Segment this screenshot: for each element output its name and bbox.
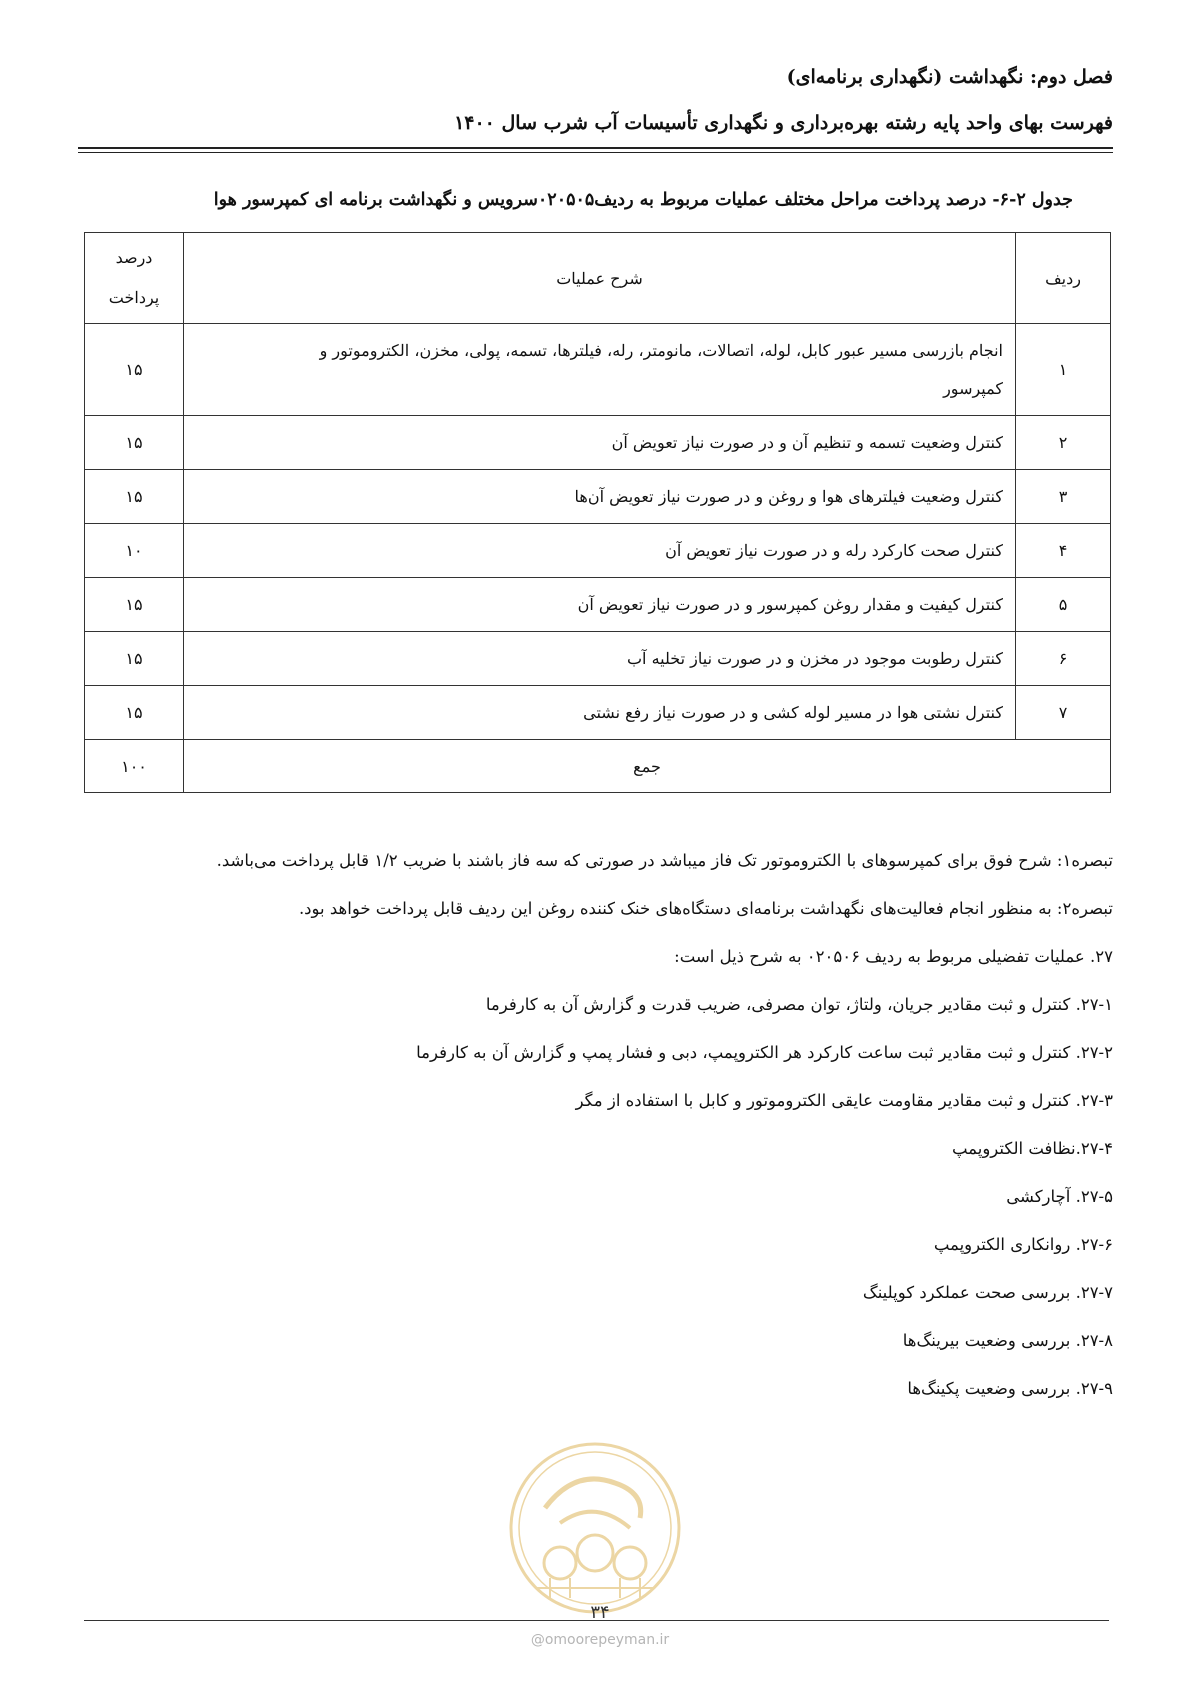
header-percent-line1: درصد [115,248,153,267]
header-percent [85,233,184,324]
row-percent: ۱۵ [85,686,184,740]
chapter-title: فصل دوم: نگهداشت (نگهداری برنامه‌ای) [786,66,1113,88]
document-subtitle: فهرست بهای واحد پایه رشته بهره‌برداری و نگهداری تأسیسات آب شرب سال ۱۴۰۰ [454,112,1113,134]
table-row [85,416,1111,470]
row-percent: ۱۰ [85,524,184,578]
row-number: ۶ [1016,632,1111,686]
row-number: ۲ [1016,416,1111,470]
row-number: ۷ [1016,686,1111,740]
header-percent-line2: پرداخت [108,288,160,307]
row-percent: ۱۵ [85,416,184,470]
page-header [78,66,1113,134]
row-number: ۳ [1016,470,1111,524]
page-number: ۳۴ [590,1602,610,1623]
header-rule-thin [78,152,1113,153]
list-item: ۲۷-۸. بررسی وضعیت بیرینگ‌ها [902,1331,1113,1350]
row-percent: ۱۵ [85,632,184,686]
row-percent: ۱۵ [85,324,184,416]
website-watermark: @omoorepeyman.ir [530,1632,670,1648]
header-row-number: ردیف [1016,233,1111,324]
row-description-line2: کمپرسور [943,378,1003,398]
list-item: ۲۷-۹. بررسی وضعیت پکینگ‌ها [907,1379,1113,1398]
total-label: جمع [184,740,1111,793]
table-title: جدول ۲-۶- درصد پرداخت مراحل مختلف عملیات مربوط به ردیف۰۲۰۵۰۵سرویس و نگهداشت برنامه ای کمپرسور هوا [213,190,1073,210]
table-row [85,324,1111,416]
row-number: ۵ [1016,578,1111,632]
header-description: شرح عملیات [184,233,1016,324]
row-description: کنترل کیفیت و مقدار روغن کمپرسور و در صورت نیاز تعویض آن [184,578,1016,632]
note-2: تبصره۲: به منظور انجام فعالیت‌های نگهداشت برنامه‌ای دستگاه‌های خنک کننده روغن این ردیف قابل پرداخت خواهد بود. [298,899,1113,918]
footer-rule [84,1620,1109,1621]
row-percent: ۱۵ [85,578,184,632]
section-27-heading: ۲۷. عملیات تفضیلی مربوط به ردیف ۰۲۰۵۰۶ به شرح ذیل است: [674,947,1113,966]
row-description-line1: انجام بازرسی مسیر عبور کابل، لوله، اتصالات، مانومتر، رله، فیلترها، تسمه، پولی، مخزن، الکتروموتور و [319,340,1003,360]
notes-section [100,837,1113,1413]
list-item: ۲۷-۵. آچارکشی [1006,1187,1113,1206]
list-item: ۲۷-۷. بررسی صحت عملکرد کوپلینگ [862,1283,1113,1302]
omoore-peyman-seal-icon [505,1438,685,1618]
total-percent: ۱۰۰ [85,740,184,793]
list-item: ۲۷-۶. روانکاری الکتروپمپ [933,1235,1113,1254]
row-description: کنترل رطوبت موجود در مخزن و در صورت نیاز تخلیه آب [184,632,1016,686]
row-description: کنترل وضعیت تسمه و تنظیم آن و در صورت نیاز تعویض آن [184,416,1016,470]
list-item: ۲۷-۲. کنترل و ثبت مقادیر ثبت ساعت کارکرد هر الکتروپمپ، دبی و فشار پمپ و گزارش آن به کارفرما [416,1043,1113,1062]
note-1: تبصره۱: شرح فوق برای کمپرسوهای با الکتروموتور تک فاز میباشد در صورتی که سه فاز باشند با ضریب ۱/۲ قابل پرداخت می‌باشد. [216,851,1113,870]
list-item: ۲۷-۳. کنترل و ثبت مقادیر مقاومت عایقی الکتروموتور و کابل با استفاده از مگر [575,1091,1113,1110]
table-row [85,632,1111,686]
row-description: کنترل نشتی هوا در مسیر لوله کشی و در صورت نیاز رفع نشتی [184,686,1016,740]
table-header-row [85,233,1111,324]
list-item: ۲۷-۱. کنترل و ثبت مقادیر جریان، ولتاژ، توان مصرفی، ضریب قدرت و گزارش آن به کارفرما [485,995,1113,1014]
operations-table [84,232,1111,793]
row-number: ۴ [1016,524,1111,578]
list-item: ۲۷-۴.نظافت الکتروپمپ [951,1139,1113,1158]
row-description: کنترل صحت کارکرد رله و در صورت نیاز تعویض آن [184,524,1016,578]
table-row [85,686,1111,740]
row-description: کنترل وضعیت فیلترهای هوا و روغن و در صورت نیاز تعویض آن‌ها [184,470,1016,524]
table-total-row [85,740,1111,793]
row-description [184,324,1016,416]
row-percent: ۱۵ [85,470,184,524]
table-row [85,470,1111,524]
header-rule-thick [78,147,1113,149]
table-row [85,524,1111,578]
table-row [85,578,1111,632]
row-number: ۱ [1016,324,1111,416]
